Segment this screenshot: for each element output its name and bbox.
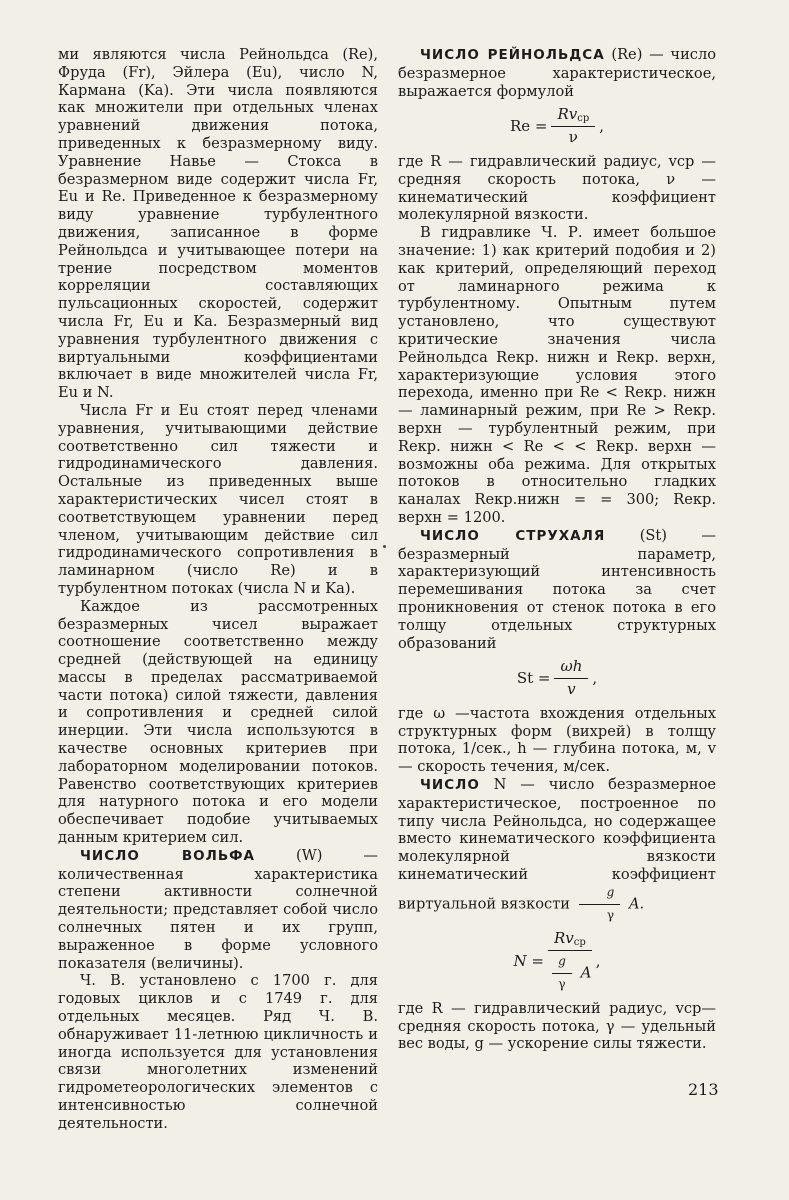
struhal-intro: — безразмерный параметр, характеризующий интенсивность перемешивания потока за счет проникновения от стенок потока в его толщу отдельных структурных образований [398, 526, 716, 652]
entry-wolf [58, 847, 378, 973]
reynolds-paragraph-2 [398, 224, 716, 527]
formula-lhs: Re = [509, 116, 548, 135]
entry-heading-wolf: ЧИСЛО ВОЛЬФА [80, 847, 255, 864]
numerator-subscript: ср [573, 937, 586, 949]
wolf-definition: — количественная характеристика степени активности солнечной деятельности; представляет собой число солнечных пятен и их групп, выраженное в форме условного показателя (величины). [58, 846, 378, 972]
denominator-tail: A [580, 963, 592, 982]
reynolds-p2-part-a: В гидравлике Ч. Р. имеет большое значение: 1) как критерий подобия и 2) как критерий, определяющий переход от ламинарного режима к турбулентному. Опытным путем установлено, что существуют критические значения числа Рейнольдса [398, 224, 716, 366]
numerator-text: Rv [557, 105, 578, 124]
reynolds-p2-part-b: Reкр. нижн и Reкр. верхн, характеризующие условия этого перехода, именно при Re < Reкр. нижн — ламинарный режим, при Re > Reкр. верхн — турбулентный режим, при Reкр. нижн < Re < < Reкр. верхн — возможны оба режима. Для открытых потоков в относительно гладких каналах Reкр.нижн = = 300; Reкр. верхн = 1200. [398, 348, 716, 526]
reynolds-intro: число безразмерное характеристическое, выражается формулой [398, 46, 717, 100]
fraction-denominator: γ [606, 907, 615, 922]
fraction [548, 930, 592, 993]
fraction-numerator [548, 930, 592, 951]
numerator-text: Rv [553, 929, 574, 948]
struhal-formula [398, 658, 716, 699]
entry-heading-struhal: ЧИСЛО СТРУХАЛЯ [420, 527, 606, 544]
struhal-where: где ω —частота вхождения отдельных структурных форм (вихрей) в толщу потока, 1/сек., h — глубина потока, м, v — скорость течения, м/сек. [398, 704, 716, 776]
formula-tail: , [595, 952, 601, 971]
formula-lhs: N = [513, 952, 544, 971]
fraction [551, 106, 595, 147]
paragraph-fr-eu: Числа Fr и Eu стоят перед членами уравнения, учитывающими действие соответственно сил тяжести и гидродинамического давления. Остальные из приведенных выше характеристических чисел стоят в соответствующем уравнении перед членом, учитывающим действие сил гидродинамического сопротивления в ламинарном (число Re) и в турбулентном потоках (числа N и Ka). [58, 401, 378, 597]
left-column [58, 46, 378, 1133]
nested-fraction [552, 953, 572, 994]
formula-tail: , [599, 116, 605, 135]
formula-lhs: St = [516, 668, 551, 687]
wolf-symbol: (W) [296, 846, 323, 864]
reynolds-formula [398, 106, 716, 147]
print-speck [383, 545, 386, 548]
paragraph-dimensionless-numbers: ми являются числа Рейнольдса (Re), Фруда (Fr), Эйлера (Eu), число N, Кармана (Ka). Эти числа появляются как множители при отдельных членах уравнений движения потока, приведенных к безразмерному виду. Уравнение Навье — Стокса в безразмерном виде содержит числа Fr, Eu и Re. Приведенное к безразмерному виду уравнение турбулентного движения, записанное в форме Рейнольдса и учитывающее потери на трение посредством моментов корреляции составляющих пульсационных скоростей, содержит числа Fr, Eu и Ka. Безразмерный вид уравнения турбулентного движения с виртуальными коэффициентами включает в виде множителей числа Fr, Eu и N. [58, 46, 378, 402]
page-number: 213 [688, 1080, 719, 1099]
fraction-denominator: v [567, 680, 576, 699]
fraction-numerator: g [579, 884, 621, 905]
entry-heading-reynolds: ЧИСЛО РЕЙНОЛЬДСА [420, 47, 605, 63]
n-formula [398, 930, 716, 993]
fraction [554, 658, 588, 699]
fraction-denominator: ν [568, 128, 578, 147]
fraction-numerator [551, 106, 595, 127]
entry-number-n [398, 776, 716, 924]
nested-denominator: γ [558, 977, 566, 992]
n-where: где R — гидравлический радиус, vср— средняя скорость потока, γ — удельный вес воды, g — ускорение силы тяжести. [398, 999, 716, 1053]
n-intro: N — число безразмерное характеристическое, построенное по типу числа Рейнольдса, но содержащее вместо кинематического коэффициента молекулярной вязкости кинематический коэффициент виртуальной вязкости [398, 776, 717, 913]
reynolds-where: где R — гидравлический радиус, vср — средняя скорость потока, ν — кинематический коэффициент молекулярной вязкости. [398, 152, 716, 224]
numerator-subscript: ср [577, 113, 590, 125]
entry-struhal [398, 527, 716, 653]
fraction-denominator [548, 951, 591, 994]
reynolds-symbol: (Re) — [611, 46, 664, 63]
paragraph-wolf-history: Ч. В. установлено с 1700 г. для годовых циклов и с 1749 г. для отдельных месяцев. Ряд Ч. В. обнаруживает 11-летнюю цикличность и иногда используется для установления связи многолетних изменений гидрометеорологических элементов с интенсивностью солнечной деятельности. [58, 972, 378, 1132]
inline-tail: A. [628, 895, 645, 913]
paragraph-criteria: Каждое из рассмотренных безразмерных чисел выражает соотношение соответственно между средней (действующей на единицу массы в пределах рассматриваемой части потока) силой тяжести, давления и сопротивления и средней силой инерции. Эти числа используются в качестве основных критериев при лабораторном моделировании потоков. Равенство соответствующих критериев для натурного потока и его модели обеспечивает подобие учитываемых данным критерием сил. [58, 597, 378, 847]
nested-numerator: g [552, 953, 572, 974]
formula-tail: , [592, 668, 598, 687]
fraction-numerator: ωh [554, 658, 588, 679]
inline-fraction [579, 884, 621, 925]
right-column [398, 46, 716, 1053]
entry-reynolds [398, 46, 716, 100]
struhal-symbol: (St) [639, 526, 667, 544]
entry-heading-n: ЧИСЛО [420, 777, 480, 794]
